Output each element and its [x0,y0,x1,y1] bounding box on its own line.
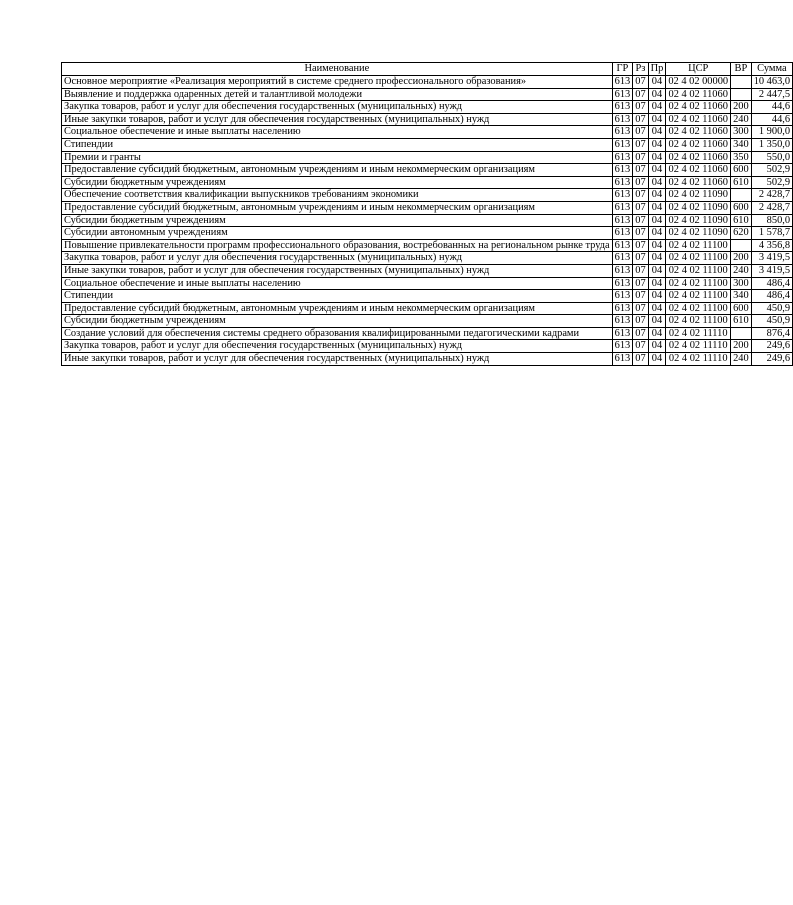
cell-pr: 04 [648,113,666,126]
cell-vr: 200 [731,340,752,353]
cell-pr: 04 [648,138,666,151]
cell-gr: 613 [612,201,633,214]
cell-sum: 2 428,7 [751,201,792,214]
cell-gr: 613 [612,176,633,189]
header-row [62,63,793,76]
cell-csr: 02 4 02 11060 [666,126,731,139]
cell-rz: 07 [633,227,648,240]
table-row [62,164,793,177]
table-row [62,126,793,139]
cell-csr: 02 4 02 11110 [666,340,731,353]
cell-pr: 04 [648,126,666,139]
cell-sum: 486,4 [751,290,792,303]
cell-sum: 450,9 [751,302,792,315]
cell-gr: 613 [612,227,633,240]
cell-pr: 04 [648,327,666,340]
cell-rz: 07 [633,151,648,164]
cell-vr: 200 [731,101,752,114]
cell-name: Основное мероприятие «Реализация мероприятий в системе среднего профессионального образования» [62,76,613,89]
table-row [62,353,793,366]
cell-csr: 02 4 02 00000 [666,76,731,89]
cell-vr [731,189,752,202]
cell-sum: 502,9 [751,176,792,189]
cell-name: Предоставление субсидий бюджетным, автономным учреждениям и иным некоммерческим организациям [62,302,613,315]
table-row [62,151,793,164]
cell-sum: 850,0 [751,214,792,227]
cell-vr: 600 [731,164,752,177]
cell-gr: 613 [612,101,633,114]
cell-pr: 04 [648,277,666,290]
cell-rz: 07 [633,176,648,189]
cell-csr: 02 4 02 11090 [666,201,731,214]
cell-vr: 240 [731,264,752,277]
cell-rz: 07 [633,302,648,315]
cell-name: Субсидии автономным учреждениям [62,227,613,240]
cell-rz: 07 [633,290,648,303]
cell-name: Закупка товаров, работ и услуг для обеспечения государственных (муниципальных) нужд [62,340,613,353]
cell-name: Субсидии бюджетным учреждениям [62,315,613,328]
cell-name: Социальное обеспечение и иные выплаты населению [62,277,613,290]
cell-vr: 300 [731,277,752,290]
cell-pr: 04 [648,290,666,303]
cell-pr: 04 [648,340,666,353]
table-header [62,63,793,76]
cell-gr: 613 [612,327,633,340]
table-row [62,214,793,227]
cell-vr: 610 [731,315,752,328]
cell-rz: 07 [633,315,648,328]
cell-gr: 613 [612,113,633,126]
cell-name: Стипендии [62,138,613,151]
cell-name: Субсидии бюджетным учреждениям [62,214,613,227]
cell-rz: 07 [633,264,648,277]
cell-gr: 613 [612,76,633,89]
cell-vr: 340 [731,290,752,303]
cell-rz: 07 [633,164,648,177]
cell-rz: 07 [633,113,648,126]
cell-pr: 04 [648,264,666,277]
cell-sum: 2 447,5 [751,88,792,101]
cell-name: Выявление и поддержка одаренных детей и талантливой молодежи [62,88,613,101]
table-row [62,101,793,114]
table-row [62,189,793,202]
budget-table [61,62,793,366]
cell-sum: 249,6 [751,340,792,353]
cell-csr: 02 4 02 11060 [666,101,731,114]
cell-pr: 04 [648,164,666,177]
cell-rz: 07 [633,214,648,227]
cell-sum: 3 419,5 [751,252,792,265]
cell-gr: 613 [612,277,633,290]
cell-vr [731,239,752,252]
cell-sum: 3 419,5 [751,264,792,277]
cell-vr: 620 [731,227,752,240]
table-row [62,88,793,101]
cell-rz: 07 [633,252,648,265]
cell-rz: 07 [633,327,648,340]
header-sum: Сумма [751,63,792,76]
cell-pr: 04 [648,353,666,366]
cell-vr: 340 [731,138,752,151]
cell-pr: 04 [648,88,666,101]
cell-csr: 02 4 02 11110 [666,353,731,366]
cell-rz: 07 [633,353,648,366]
cell-name: Иные закупки товаров, работ и услуг для обеспечения государственных (муниципальных) нужд [62,113,613,126]
cell-sum: 486,4 [751,277,792,290]
cell-gr: 613 [612,164,633,177]
cell-gr: 613 [612,264,633,277]
cell-csr: 02 4 02 11100 [666,277,731,290]
document-page [61,62,793,366]
cell-csr: 02 4 02 11060 [666,88,731,101]
cell-csr: 02 4 02 11060 [666,164,731,177]
cell-rz: 07 [633,101,648,114]
cell-gr: 613 [612,239,633,252]
cell-pr: 04 [648,189,666,202]
cell-name: Предоставление субсидий бюджетным, автономным учреждениям и иным некоммерческим организациям [62,164,613,177]
cell-csr: 02 4 02 11090 [666,227,731,240]
cell-gr: 613 [612,340,633,353]
cell-pr: 04 [648,151,666,164]
cell-pr: 04 [648,201,666,214]
table-body [62,76,793,366]
table-row [62,252,793,265]
cell-name: Иные закупки товаров, работ и услуг для обеспечения государственных (муниципальных) нужд [62,264,613,277]
cell-csr: 02 4 02 11100 [666,239,731,252]
cell-csr: 02 4 02 11060 [666,138,731,151]
cell-vr: 240 [731,113,752,126]
cell-vr [731,88,752,101]
cell-gr: 613 [612,290,633,303]
cell-sum: 450,9 [751,315,792,328]
header-name: Наименование [62,63,613,76]
cell-vr: 610 [731,214,752,227]
cell-sum: 44,6 [751,113,792,126]
cell-name: Закупка товаров, работ и услуг для обеспечения государственных (муниципальных) нужд [62,252,613,265]
cell-csr: 02 4 02 11090 [666,189,731,202]
cell-name: Обеспечение соответствия квалификации выпускников требованиям экономики [62,189,613,202]
cell-vr: 300 [731,126,752,139]
table-row [62,227,793,240]
cell-name: Предоставление субсидий бюджетным, автономным учреждениям и иным некоммерческим организациям [62,201,613,214]
cell-rz: 07 [633,76,648,89]
cell-vr: 200 [731,252,752,265]
table-row [62,138,793,151]
cell-vr: 600 [731,201,752,214]
cell-csr: 02 4 02 11100 [666,315,731,328]
cell-pr: 04 [648,315,666,328]
cell-pr: 04 [648,76,666,89]
cell-csr: 02 4 02 11090 [666,214,731,227]
cell-vr [731,327,752,340]
cell-csr: 02 4 02 11100 [666,290,731,303]
cell-sum: 876,4 [751,327,792,340]
cell-name: Закупка товаров, работ и услуг для обеспечения государственных (муниципальных) нужд [62,101,613,114]
cell-sum: 550,0 [751,151,792,164]
header-csr: ЦСР [666,63,731,76]
cell-csr: 02 4 02 11060 [666,113,731,126]
table-row [62,201,793,214]
cell-rz: 07 [633,239,648,252]
cell-rz: 07 [633,126,648,139]
cell-rz: 07 [633,340,648,353]
cell-gr: 613 [612,214,633,227]
header-gr: ГР [612,63,633,76]
cell-pr: 04 [648,176,666,189]
cell-pr: 04 [648,252,666,265]
cell-gr: 613 [612,315,633,328]
cell-pr: 04 [648,239,666,252]
cell-vr: 350 [731,151,752,164]
header-vr: ВР [731,63,752,76]
table-row [62,290,793,303]
cell-sum: 249,6 [751,353,792,366]
cell-gr: 613 [612,189,633,202]
cell-pr: 04 [648,227,666,240]
cell-name: Социальное обеспечение и иные выплаты населению [62,126,613,139]
cell-rz: 07 [633,88,648,101]
cell-pr: 04 [648,101,666,114]
table-row [62,327,793,340]
cell-gr: 613 [612,353,633,366]
cell-vr: 600 [731,302,752,315]
cell-gr: 613 [612,302,633,315]
cell-csr: 02 4 02 11060 [666,151,731,164]
cell-csr: 02 4 02 11110 [666,327,731,340]
cell-gr: 613 [612,88,633,101]
cell-gr: 613 [612,252,633,265]
cell-rz: 07 [633,138,648,151]
cell-sum: 502,9 [751,164,792,177]
header-rz: Рз [633,63,648,76]
cell-csr: 02 4 02 11100 [666,264,731,277]
table-row [62,315,793,328]
cell-sum: 4 356,8 [751,239,792,252]
cell-sum: 1 900,0 [751,126,792,139]
cell-gr: 613 [612,138,633,151]
cell-sum: 2 428,7 [751,189,792,202]
table-row [62,113,793,126]
cell-csr: 02 4 02 11100 [666,252,731,265]
cell-name: Стипендии [62,290,613,303]
cell-sum: 1 350,0 [751,138,792,151]
cell-rz: 07 [633,189,648,202]
cell-sum: 44,6 [751,101,792,114]
cell-name: Повышение привлекательности программ профессионального образования, востребованных на региональном рынке труда [62,239,613,252]
cell-pr: 04 [648,302,666,315]
cell-name: Субсидии бюджетным учреждениям [62,176,613,189]
table-row [62,76,793,89]
table-row [62,264,793,277]
cell-gr: 613 [612,126,633,139]
cell-vr: 610 [731,176,752,189]
cell-pr: 04 [648,214,666,227]
table-row [62,277,793,290]
table-row [62,302,793,315]
cell-sum: 10 463,0 [751,76,792,89]
cell-name: Создание условий для обеспечения системы среднего образования квалифицированными педагогическими кадрами [62,327,613,340]
cell-gr: 613 [612,151,633,164]
cell-rz: 07 [633,277,648,290]
cell-name: Премии и гранты [62,151,613,164]
cell-csr: 02 4 02 11060 [666,176,731,189]
table-row [62,176,793,189]
table-row [62,340,793,353]
cell-vr: 240 [731,353,752,366]
cell-rz: 07 [633,201,648,214]
cell-sum: 1 578,7 [751,227,792,240]
table-row [62,239,793,252]
cell-csr: 02 4 02 11100 [666,302,731,315]
header-pr: Пр [648,63,666,76]
cell-name: Иные закупки товаров, работ и услуг для обеспечения государственных (муниципальных) нужд [62,353,613,366]
cell-vr [731,76,752,89]
